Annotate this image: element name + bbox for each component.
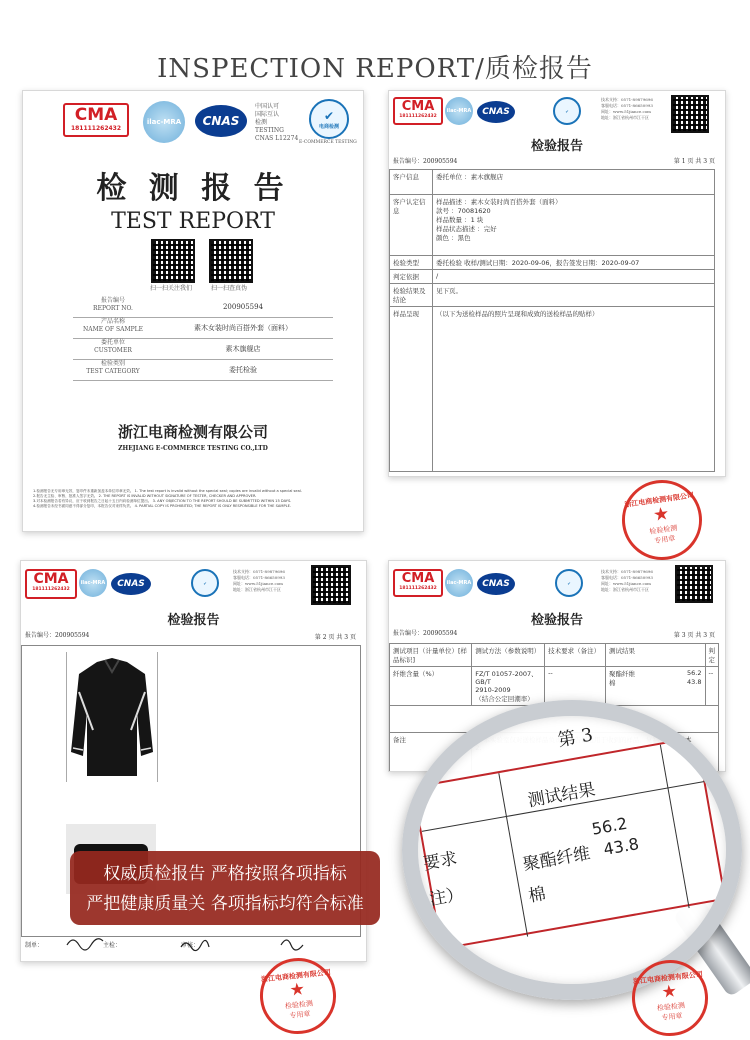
contact-info <box>601 97 681 121</box>
signature-scribbles <box>61 931 341 955</box>
label-cn: 委托单位 <box>100 339 125 346</box>
label-cn: 产品名称 <box>100 318 125 325</box>
seal-outer-text: 浙江电商检测有限公司 <box>260 967 332 984</box>
seal-outer-text: 浙江电商检测有限公司 <box>632 969 704 986</box>
magnified-value-2: 43.8 <box>602 834 641 859</box>
label-cn: 报告编号 <box>100 297 125 304</box>
report-number: 报告编号：200905594 <box>25 632 90 639</box>
cma-number: 181111262432 <box>70 125 122 132</box>
cma-mark: CMA <box>401 99 435 114</box>
shield-check-icon: ✔ <box>203 580 207 586</box>
content-line: 样品描述 ：素木女装时尚百搭外套（面料） <box>436 198 562 206</box>
signature-reviewer: 审核： <box>181 942 200 949</box>
label-cn: 检验类别 <box>100 360 125 367</box>
inspection-seal <box>617 475 707 565</box>
cnas-side-line: 检测 <box>255 119 268 126</box>
method-line: （结合公定回潮率） <box>475 695 534 703</box>
row-label: 客户信息 <box>390 170 433 195</box>
row-label: 样品呈现 <box>390 307 433 472</box>
star-icon: ★ <box>660 981 679 1003</box>
cover-footer-notes <box>33 489 353 509</box>
cnas-logo: CNAS <box>111 573 151 595</box>
report-title: 检验报告 <box>530 613 583 628</box>
cnas-logo: CNAS <box>477 101 515 123</box>
field-value: 200905594 <box>222 303 264 311</box>
banner-line-1: 权威质检报告 严格按照各项指标 <box>103 864 347 884</box>
contact-line: 地址：浙江省杭州市江干区 <box>601 115 649 120</box>
field-row <box>73 297 333 318</box>
cnas-logo: CNAS <box>195 105 247 137</box>
report-title: 检验报告 <box>167 613 220 628</box>
table-row <box>390 307 715 472</box>
field-value: 素木旗舰店 <box>225 345 261 353</box>
contact-line: 客服电话：0571-86650993 <box>601 575 653 580</box>
magnified-fiber-1: 聚酯纤维 <box>521 843 592 876</box>
technical-requirement: -- <box>545 667 606 706</box>
label-en: REPORT NO. <box>93 305 133 312</box>
contact-line: 客服电话：0571-86650993 <box>601 103 653 108</box>
magnified-fiber-2: 棉 <box>526 884 548 907</box>
star-icon: ★ <box>288 979 307 1001</box>
ecommerce-testing-logo <box>555 569 583 597</box>
ilac-mra-logo: ilac-MRA <box>143 101 185 143</box>
ilac-mra-logo: ilac-MRA <box>79 569 107 597</box>
content-line: 样品状态描述 ：完好 <box>436 225 497 233</box>
result-line <box>609 678 701 687</box>
report-title: 检验报告 <box>530 139 583 154</box>
contact-line: 网址：www.51jiance.com <box>233 581 283 586</box>
contact-line: 地址：浙江省杭州市江干区 <box>233 587 281 592</box>
cma-logo <box>393 97 443 125</box>
cma-number: 181111262432 <box>399 586 437 591</box>
ecommerce-testing-logo <box>309 99 349 139</box>
star-icon: ★ <box>651 503 671 527</box>
cnas-side-line: CNAS L12274 <box>255 135 299 142</box>
fiber-name: 棉 <box>609 679 616 687</box>
seal-inner-text: 检验检测 <box>656 1001 686 1013</box>
ilac-mra-logo: ilac-MRA <box>445 97 473 125</box>
field-value: 委托检验 <box>229 366 257 374</box>
signature-maker: 制单： <box>25 942 44 949</box>
row-content <box>433 195 715 256</box>
field-value: 素木女装时尚百搭外套（面料） <box>194 324 292 332</box>
fiber-value: 56.2 <box>687 669 702 677</box>
table-row <box>390 284 715 307</box>
label-en: TEST CATEGORY <box>86 368 140 375</box>
handwritten-signatures <box>61 931 341 955</box>
cma-mark: CMA <box>401 571 435 586</box>
header-cell: 判定 <box>705 644 719 667</box>
test-item: 纤维含量（%） <box>390 667 472 706</box>
test-method <box>472 667 545 706</box>
qr-caption-follow: 扫一扫关注我们 <box>149 285 192 292</box>
table-row <box>390 270 715 284</box>
cnas-accreditation-text <box>255 103 305 143</box>
seal-inner-text: 检验检测 <box>648 523 678 536</box>
cover-title-en: TEST REPORT <box>111 209 275 234</box>
cover-fields <box>73 297 333 381</box>
header-cell: 测试结果 <box>606 644 705 667</box>
company-name-cn: 浙江电商检测有限公司 <box>117 423 268 441</box>
magnified-table-lines <box>414 738 728 952</box>
method-line: 2910-2009 <box>475 686 511 694</box>
seal-inner-text: 检验检测 <box>284 999 314 1011</box>
table-row <box>390 667 719 706</box>
page1-info-table <box>389 169 715 472</box>
cnas-side-line: 中国认可 <box>255 103 280 110</box>
table-row <box>390 195 715 256</box>
ecommerce-testing-logo <box>191 569 219 597</box>
follow-qr-code <box>151 239 195 283</box>
ecommerce-testing-logo <box>553 97 581 125</box>
signature-tester: 主检： <box>103 942 122 949</box>
test-result <box>606 667 705 706</box>
footer-note: 4.检测报告未经书面同意不得部分复印，本报告仅对来样负责。 4. PARTIAL COPY IS PROHIBITED; THE REPORT IS ONLY RESPONSIBLE FOR THE SAMPLE. <box>33 504 292 508</box>
content-line: 颜色 ：黑色 <box>436 234 471 242</box>
cma-logo <box>63 103 129 137</box>
black-jacket-image <box>67 652 157 782</box>
contact-line: 客服电话：0571-86650993 <box>233 575 285 580</box>
contact-line: 技术支持：0571-89879696 <box>601 97 653 102</box>
report-number: 报告编号：200905594 <box>393 630 458 637</box>
page-indicator: 第 2 页 共 3 页 <box>314 634 356 641</box>
company-name-en: ZHEJIANG E-COMMERCE TESTING CO.,LTD <box>118 445 268 452</box>
page-indicator: 第 3 页 共 3 页 <box>673 632 715 639</box>
row-content: / <box>433 270 715 284</box>
field-row <box>73 318 333 339</box>
field-label <box>73 339 153 359</box>
row-label: 客户认定信息 <box>390 195 433 256</box>
shield-check-icon: ✔ <box>565 108 569 114</box>
ecommerce-sub: E-COMMERCE TESTING <box>299 140 357 145</box>
table-header-row <box>390 644 719 667</box>
cma-mark: CMA <box>33 571 69 587</box>
cnas-side-line: 国际互认 <box>255 111 280 118</box>
row-content: 委托检验 收样/测试日期：2020-09-06，报告签发日期：2020-09-07 <box>433 256 715 270</box>
row-content: 委托单位 ：素木旗舰店 <box>433 170 715 195</box>
label-en: CUSTOMER <box>94 347 132 354</box>
ecommerce-label: 电商检测 <box>318 123 339 130</box>
row-label: 检验类型 <box>390 256 433 270</box>
field-label <box>73 360 153 380</box>
remarks-label: 备注 <box>390 733 472 773</box>
report-qr-code <box>311 565 351 605</box>
contact-line: 网址：www.51jiance.com <box>601 109 651 114</box>
seal-bottom-text: 专用章 <box>289 1009 311 1020</box>
magnified-value-1: 56.2 <box>590 813 629 839</box>
page-header-title: INSPECTION REPORT/质检报告 <box>157 54 593 84</box>
cnas-logo: CNAS <box>477 573 515 595</box>
highlighted-result-box <box>412 724 726 950</box>
report-number: 报告编号：200905594 <box>393 158 458 165</box>
field-label <box>73 297 153 317</box>
inspection-report-page-1 <box>388 90 726 477</box>
row-content: （以下为送检样品的照片呈现和成致的送检样品的贴样） <box>433 307 715 472</box>
report-qr-code <box>671 95 709 133</box>
magnified-result-header: 测试结果 <box>526 779 597 812</box>
qr-caption-verify: 扫一扫查真伪 <box>210 285 247 292</box>
table-row <box>390 170 715 195</box>
row-content: 见下页。 <box>433 284 715 307</box>
field-row <box>73 339 333 360</box>
jacket-photo <box>66 652 158 782</box>
footer-note: 1.检测报告无专用章无效，复印件未重新加盖本单位印章无效。 1. The test report is invalid without the special seal; copies are invalid without a special seal. <box>33 489 302 493</box>
cma-logo <box>25 569 77 599</box>
contact-line: 技术支持：0571-89879696 <box>601 569 653 574</box>
row-label: 检验结果及结论 <box>390 284 433 307</box>
page-indicator: 第 1 页 共 3 页 <box>673 158 715 165</box>
cnas-side-line: TESTING <box>255 127 284 134</box>
fiber-name: 聚酯纤维 <box>609 670 636 678</box>
table-row <box>390 256 715 270</box>
cma-number: 181111262432 <box>399 114 437 119</box>
result-line <box>609 669 701 678</box>
contact-line: 网址：www.51jiance.com <box>601 581 651 586</box>
magnified-page-fragment: 第 3 <box>556 724 595 752</box>
cma-mark: CMA <box>74 105 118 125</box>
header-cell: 测试方法（参数说明） <box>472 644 545 667</box>
field-label <box>73 318 153 338</box>
content-line: 样品数量 ：1 块 <box>436 216 484 224</box>
cma-number: 181111262432 <box>32 587 70 592</box>
ilac-mra-logo: ilac-MRA <box>445 569 473 597</box>
inspection-seal <box>256 954 340 1038</box>
verify-qr-code <box>209 239 253 283</box>
seal-bottom-text: 专用章 <box>661 1011 683 1022</box>
method-line: FZ/T 01057-2007、GB/T <box>475 670 538 686</box>
magnified-note: 注） <box>428 884 466 910</box>
banner-line-2: 严把健康质量关 各项指标均符合标准 <box>86 894 364 914</box>
shield-check-icon: ✔ <box>567 580 571 586</box>
header-cell: 测试项目（计量单位）[样品标识] <box>390 644 472 667</box>
judgement: -- <box>705 667 719 706</box>
cma-logo <box>393 569 443 597</box>
magnified-requirement: 要求 <box>421 848 459 875</box>
footer-note: 2.报告无主检、审核、批准人签字无效。 2. THE REPORT IS INVALID WITHOUT SIGNATURE OF TESTER, CHECKER AND APPROVER. <box>33 494 257 498</box>
content-line: 款号 ：70081620 <box>436 207 491 215</box>
header-cell: 技术要求（备注） <box>545 644 606 667</box>
contact-info <box>601 569 677 593</box>
seal-bottom-text: 专用章 <box>653 534 676 546</box>
footer-note: 3.对本检测报告若有异议，应于收到报告之日起十五日内向检测单位提出。 3. ANY OBJECTION TO THE REPORT SHOULD BE SUBMITTED WITHIN 15 DAYS. <box>33 499 292 503</box>
contact-info <box>233 569 313 593</box>
cover-title-cn: 检 测 报 告 <box>96 171 290 206</box>
magnifier-lens <box>402 700 742 1000</box>
quality-promise-banner <box>70 851 380 925</box>
test-report-cover <box>22 90 364 532</box>
report-qr-code <box>675 565 713 603</box>
seal-outer-text: 浙江电商检测有限公司 <box>623 490 695 510</box>
contact-line: 技术支持：0571-89879696 <box>233 569 285 574</box>
fiber-value: 43.8 <box>687 678 702 686</box>
shield-check-icon: ✔ <box>323 108 335 123</box>
label-en: NAME OF SAMPLE <box>83 326 143 333</box>
contact-line: 地址：浙江省杭州市江干区 <box>601 587 649 592</box>
field-row <box>73 360 333 381</box>
row-label: 判定依据 <box>390 270 433 284</box>
